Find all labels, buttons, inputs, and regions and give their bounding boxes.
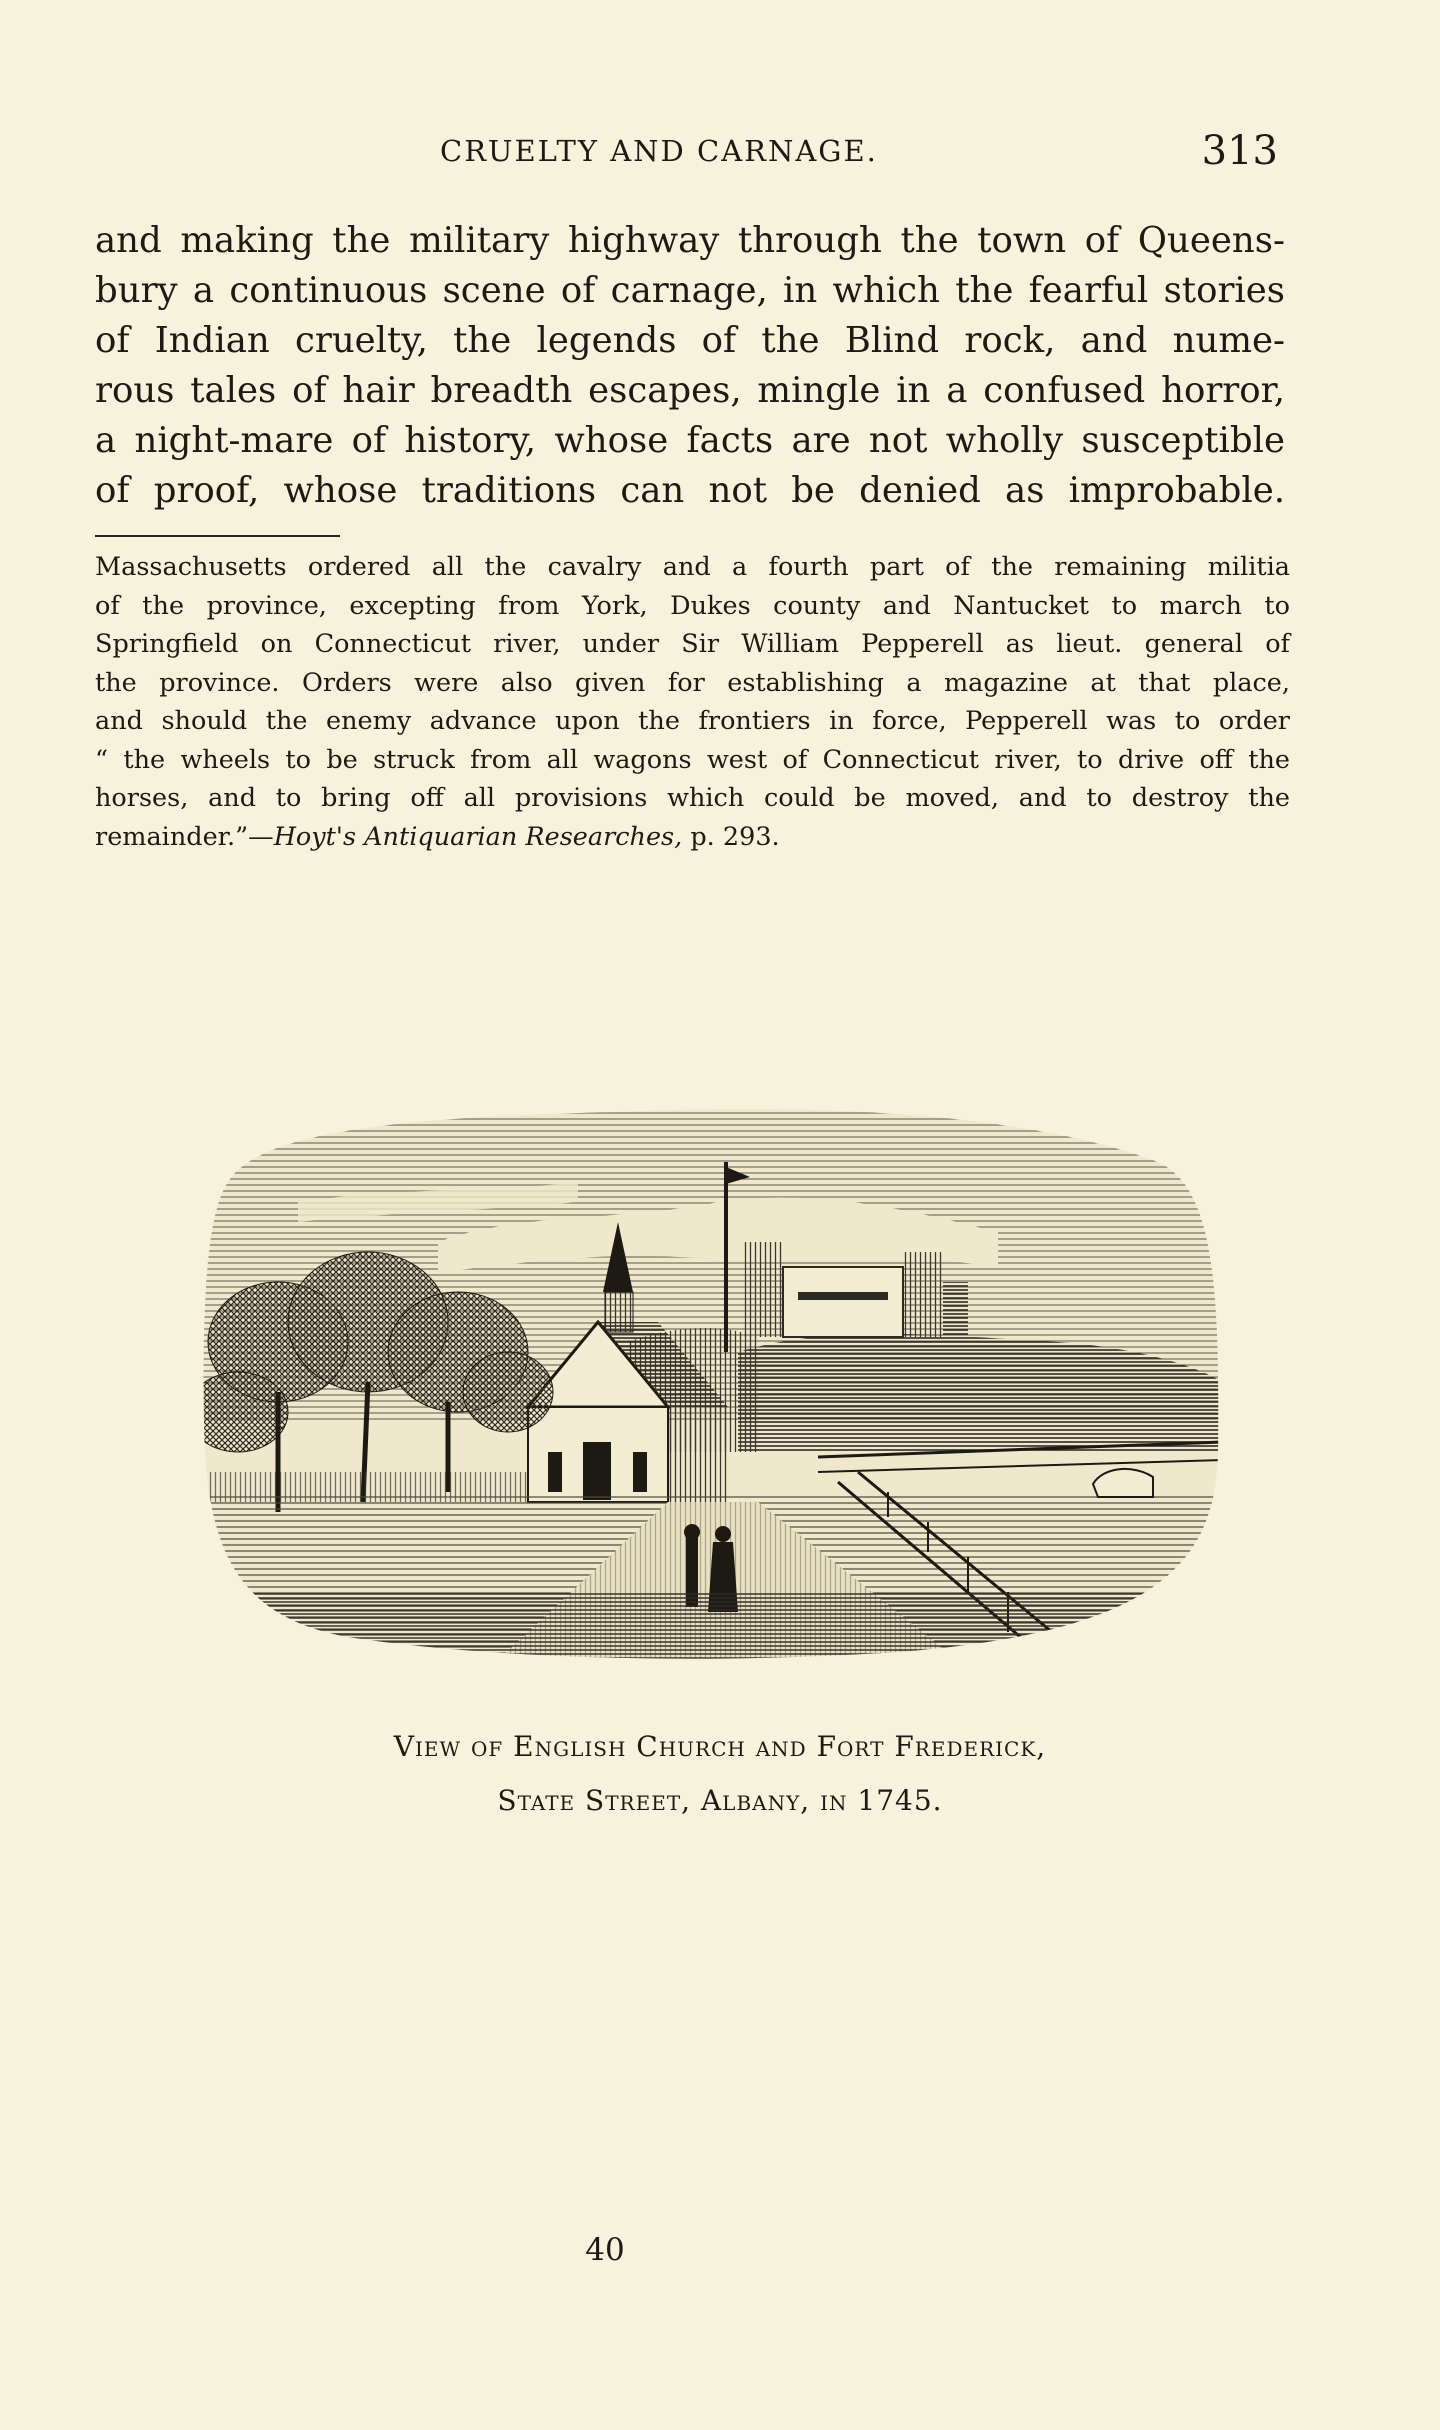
body-line: and making the military highway through the town of Queens-	[95, 220, 1285, 261]
body-line: a night-mare of history, whose facts are not wholly susceptible	[95, 420, 1285, 461]
caption-line-1: View of English Church and Fort Frederick,	[393, 1730, 1047, 1763]
body-line: rous tales of hair breadth escapes, mingle in a confused horror,	[95, 370, 1285, 411]
caption-line-2: State Street, Albany, in 1745.	[497, 1784, 943, 1817]
running-title: CRUELTY AND CARNAGE.	[440, 134, 878, 168]
engraving-illustration	[198, 1092, 1223, 1660]
footnote-line: horses, and to bring off all provisions which could be moved, and to destroy the	[95, 783, 1290, 813]
body-line: bury a continuous scene of carnage, in which the fearful stories	[95, 270, 1285, 311]
footnote-line: “ the wheels to be struck from all wagons west of Connecticut river, to drive off the	[95, 744, 1290, 775]
body-line: of Indian cruelty, the legends of the Blind rock, and nume-	[95, 320, 1285, 361]
body-line: of proof, whose traditions can not be denied as improbable.	[95, 470, 1285, 511]
footnote-line: Massachusetts ordered all the cavalry and a fourth part of the remaining militia	[95, 552, 1290, 582]
footnote-line: the province. Orders were also given for establishing a magazine at that place,	[95, 667, 1290, 698]
signature-mark: 40	[585, 2232, 625, 2268]
footnote-line: Springfield on Connecticut river, under Sir William Pepperell as lieut. general of	[95, 629, 1290, 659]
body-paragraph	[95, 216, 1285, 516]
footnote-last-line	[95, 818, 1290, 857]
footnote-rule	[95, 535, 340, 537]
running-head	[440, 128, 1290, 178]
footnote-line: and should the enemy advance upon the frontiers in force, Pepperell was to order	[95, 706, 1290, 736]
footnote-text: remainder.”—	[95, 821, 274, 852]
figure-caption	[200, 1720, 1240, 1828]
footnote-source: Hoyt's Antiquarian Researches,	[273, 821, 683, 852]
footnote	[95, 548, 1290, 856]
footnote-line: of the province, excepting from York, Dukes county and Nantucket to march to	[95, 590, 1290, 621]
footnote-page-ref: p. 293.	[682, 821, 780, 852]
page-number: 313	[1201, 128, 1278, 174]
